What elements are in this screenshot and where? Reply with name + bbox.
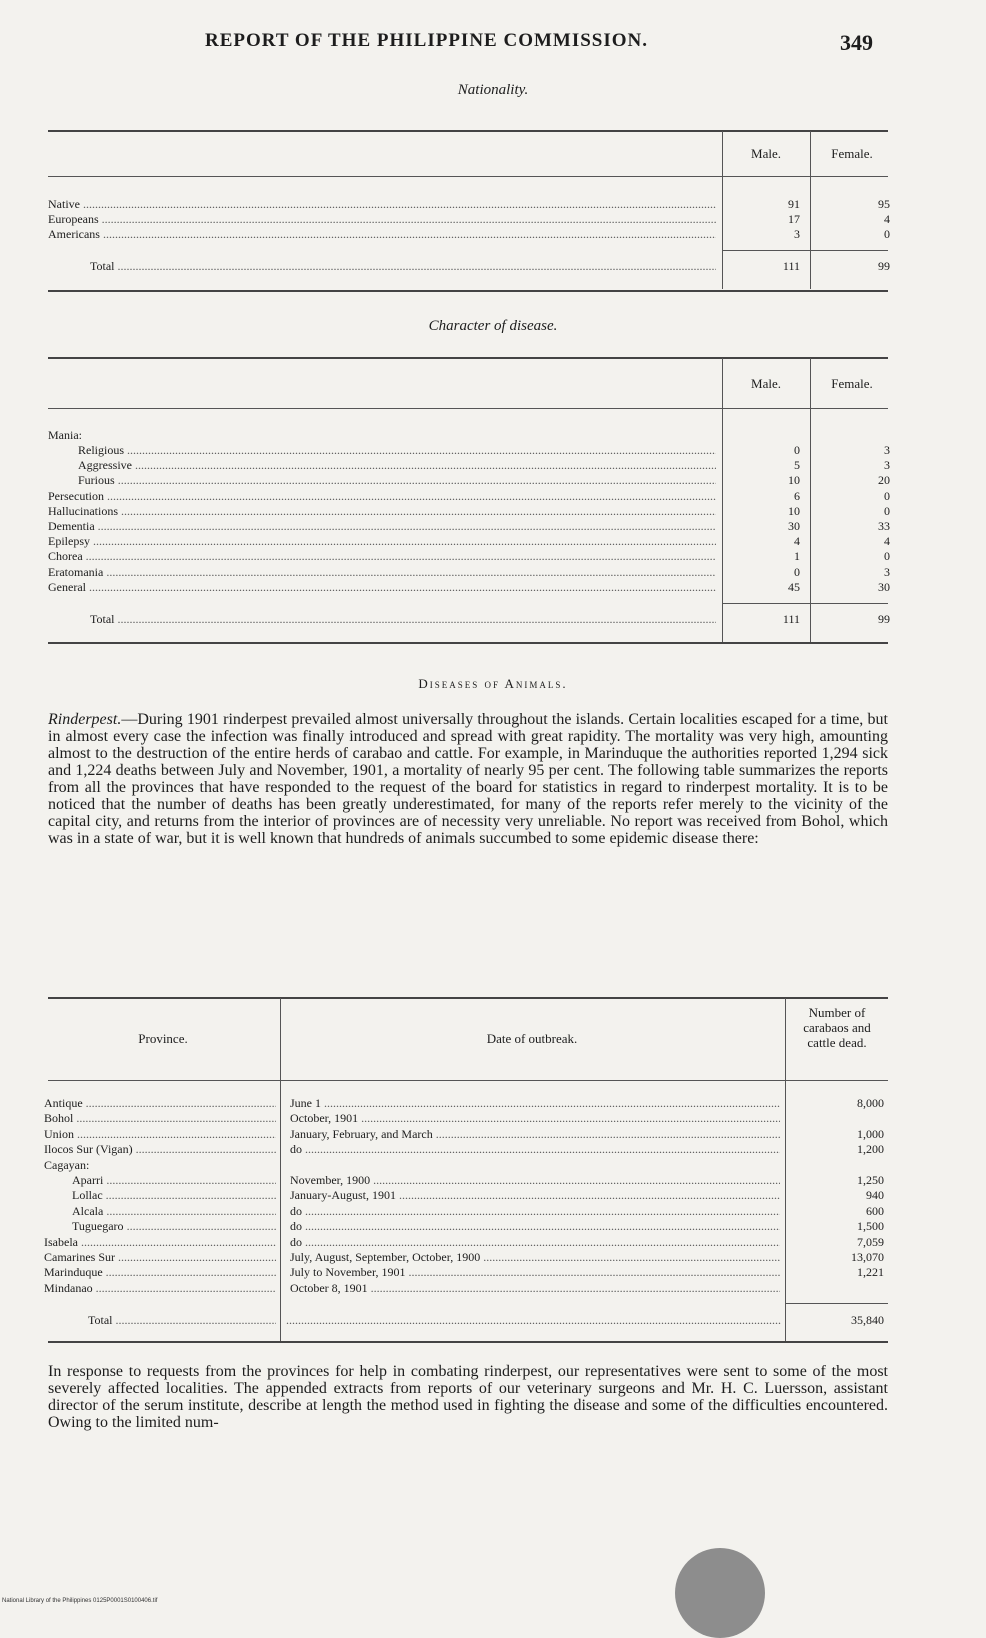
outbreak-date: do ..... — [290, 1235, 780, 1249]
dead-count: 600 — [866, 1203, 884, 1218]
row-label: Europeans ..... — [48, 212, 716, 226]
female-count: 0 — [884, 488, 890, 503]
character-male-header: Male. — [751, 376, 781, 391]
nationality-female-header: Female. — [831, 146, 873, 161]
nationality-header-rule — [48, 176, 888, 177]
province-name: Bohol ..... — [44, 1111, 276, 1125]
character-row — [0, 519, 986, 533]
outbreak-date: January-August, 1901 ..... — [290, 1188, 780, 1202]
outbreak-date: November, 1900 ..... — [290, 1173, 780, 1187]
character-row — [0, 473, 986, 487]
dead-count: 13,070 — [851, 1250, 884, 1264]
rinderpest-row — [0, 1096, 986, 1110]
rinderpest-row — [0, 1142, 986, 1156]
row-label: Aggressive ..... — [78, 458, 716, 472]
rinderpest-row — [0, 1265, 986, 1279]
section-title: Diseases of Animals. — [418, 676, 568, 691]
character-total-label: Total ..... — [90, 612, 716, 626]
rinderpest-top-rule — [48, 997, 888, 999]
province-name: Cagayan: — [44, 1157, 90, 1172]
female-count: 95 — [878, 197, 890, 211]
male-count: 91 — [788, 197, 800, 211]
male-count: 30 — [788, 519, 800, 533]
character-row — [0, 565, 986, 579]
outbreak-date: do ..... — [290, 1142, 780, 1156]
male-count: 3 — [794, 227, 800, 241]
rinderpest-row — [0, 1250, 986, 1264]
number-header: Number of carabaos and cattle dead. — [803, 1005, 871, 1050]
female-count: 0 — [884, 549, 890, 564]
province-name: Antique ..... — [44, 1096, 276, 1110]
outbreak-date: October, 1901 ..... — [290, 1111, 780, 1125]
rinderpest-row — [0, 1188, 986, 1202]
male-count: 45 — [788, 579, 800, 594]
character-female-header: Female. — [831, 376, 873, 391]
dead-count: 7,059 — [857, 1234, 884, 1249]
female-count: 3 — [884, 443, 890, 457]
paragraph-lead: Rinderpest. — [48, 711, 122, 728]
scan-shadow — [675, 1548, 765, 1638]
outbreak-date: January, February, and March ..... — [290, 1127, 780, 1141]
female-count: 20 — [878, 473, 890, 488]
male-count: 5 — [794, 458, 800, 473]
dead-count: 1,221 — [857, 1265, 884, 1280]
male-count: 17 — [788, 212, 800, 226]
character-total-male: 111 — [782, 612, 800, 626]
nationality-total-female: 99 — [878, 259, 890, 273]
rinderpest-paragraph — [48, 711, 888, 847]
male-count: 10 — [788, 473, 800, 488]
character-top-rule — [48, 357, 888, 359]
rinderpest-row — [0, 1204, 986, 1218]
row-label: Epilepsy ..... — [48, 534, 716, 548]
nationality-caption: Nationality. — [457, 82, 529, 98]
female-count: 0 — [884, 227, 890, 241]
rinderpest-row — [0, 1111, 986, 1125]
province-name: Camarines Sur ..... — [44, 1250, 276, 1264]
dead-count: 8,000 — [857, 1096, 884, 1110]
character-total-female: 99 — [878, 612, 890, 626]
male-count: 6 — [794, 488, 800, 503]
character-total-rule — [722, 603, 888, 604]
character-total-row — [0, 612, 986, 626]
nationality-row — [0, 227, 986, 241]
row-label: Furious ..... — [78, 473, 716, 487]
female-count: 30 — [878, 579, 890, 594]
rinderpest-bottom-rule — [48, 1341, 888, 1343]
province-name: Marinduque ..... — [44, 1265, 276, 1279]
scan-footer: National Library of the Philippines 0125P0001S0100406.tif — [2, 1598, 158, 1604]
rinderpest-row — [0, 1127, 986, 1141]
character-row — [0, 580, 986, 594]
character-caption: Character of disease. — [428, 318, 558, 334]
rinderpest-total-rule — [785, 1303, 888, 1304]
province-name: Lollac ..... — [72, 1188, 276, 1202]
province-name: Tuguegaro ..... — [72, 1219, 276, 1233]
row-label: Hallucinations ..... — [48, 504, 716, 518]
rinderpest-total-number: 35,840 — [851, 1313, 884, 1327]
character-row — [0, 504, 986, 518]
nationality-top-rule — [48, 130, 888, 132]
rinderpest-row — [0, 1173, 986, 1187]
date-header: Date of outbreak. — [486, 1031, 578, 1046]
dead-count: 940 — [866, 1188, 884, 1203]
outbreak-date: June 1 ..... — [290, 1096, 780, 1110]
province-name: Alcala ..... — [72, 1204, 276, 1218]
rinderpest-header-rule — [48, 1080, 888, 1081]
rinderpest-row — [0, 1219, 986, 1233]
nationality-total-label: Total ..... — [90, 259, 716, 273]
male-count: 0 — [794, 443, 800, 457]
rinderpest-total-label: Total ..... — [88, 1313, 276, 1327]
character-header-rule — [48, 408, 888, 409]
row-label: Americans ..... — [48, 227, 716, 241]
female-count: 33 — [878, 519, 890, 533]
female-count: 0 — [884, 503, 890, 518]
province-name: Aparri ..... — [72, 1173, 276, 1187]
female-count: 4 — [884, 534, 890, 549]
character-row — [0, 534, 986, 548]
nationality-male-header: Male. — [751, 146, 781, 161]
row-label: Dementia ..... — [48, 519, 716, 533]
outbreak-date: July, August, September, October, 1900 ..... — [290, 1250, 780, 1264]
row-label: Chorea ..... — [48, 549, 716, 563]
province-name: Mindanao ..... — [44, 1281, 276, 1295]
character-row — [0, 458, 986, 472]
rinderpest-total-row — [0, 1313, 986, 1327]
character-row — [0, 549, 986, 563]
male-count: 0 — [794, 564, 800, 579]
rinderpest-row — [0, 1281, 986, 1295]
province-name: Union ..... — [44, 1127, 276, 1141]
nationality-row — [0, 212, 986, 226]
character-group-label: Mania: — [48, 428, 82, 442]
male-count: 4 — [794, 534, 800, 549]
paragraph-text: —During 1901 rinderpest prevailed almost universally throughout the islands. Certain localities escaped for a time, but in almost every case the infection was finally introduced and spread with great rapidity. The mortality was very high, amounting almost to the destruction of the entire herds of carabao and cattle. For example, in Marinduque the authorities reported 1,294 sick and 1,224 deaths between July and November, 1901, a mortality of nearly 95 per cent. The following table summarizes the reports from all the provinces that have responded to the request of the board for statistics in regard to rinderpest mortality. It is to be noticed that the number of deaths has been greatly underestimated, for many of the reports refer merely to the vicinity of the capital city, and returns from the interior of provinces are of necessity very unreliable. No report was received from Bohol, which was in a state of war, but it is well known that hundreds of animals succumbed to some epidemic disease there: — [48, 711, 888, 847]
dead-count: 1,500 — [857, 1219, 884, 1234]
nationality-total-row — [0, 259, 986, 273]
row-label: Native ..... — [48, 197, 716, 211]
character-bottom-rule — [48, 642, 888, 644]
dead-count: 1,200 — [857, 1142, 884, 1157]
response-paragraph: In response to requests from the provinces for help in combating rinderpest, our representatives were sent to some of the most severely affected localities. The appended extracts from reports of our veterinary surgeons and Mr. H. C. Luersson, assistant director of the serum institute, describe at length the method used in fighting the disease and some of the difficulties encountered. Owing to the limited num- — [48, 1363, 888, 1431]
province-name: Isabela ..... — [44, 1235, 276, 1249]
rinderpest-row — [0, 1235, 986, 1249]
nationality-bottom-rule — [48, 290, 888, 292]
row-label: Religious ..... — [78, 443, 716, 457]
rinderpest-total-leader — [286, 1313, 781, 1327]
province-name: Ilocos Sur (Vigan) ..... — [44, 1142, 276, 1156]
outbreak-date: do ..... — [290, 1204, 780, 1218]
character-row — [0, 443, 986, 457]
female-count: 3 — [884, 458, 890, 473]
nationality-total-rule — [722, 250, 888, 251]
male-count: 1 — [794, 549, 800, 564]
province-header: Province. — [138, 1031, 188, 1046]
outbreak-date: do ..... — [290, 1219, 780, 1233]
row-label: General ..... — [48, 580, 716, 594]
character-row — [0, 489, 986, 503]
female-count: 4 — [884, 212, 890, 226]
outbreak-date: October 8, 1901 ..... — [290, 1281, 780, 1295]
dead-count: 1,250 — [857, 1173, 884, 1187]
page-number: 349 — [840, 30, 873, 55]
running-head: REPORT OF THE PHILIPPINE COMMISSION. — [205, 30, 649, 51]
nationality-row — [0, 197, 986, 211]
male-count: 10 — [788, 503, 800, 518]
nationality-total-male: 111 — [782, 259, 800, 273]
dead-count: 1,000 — [857, 1126, 884, 1141]
female-count: 3 — [884, 564, 890, 579]
rinderpest-row — [0, 1158, 986, 1172]
outbreak-date: July to November, 1901 ..... — [290, 1265, 780, 1279]
row-label: Persecution ..... — [48, 489, 716, 503]
row-label: Eratomania ..... — [48, 565, 716, 579]
